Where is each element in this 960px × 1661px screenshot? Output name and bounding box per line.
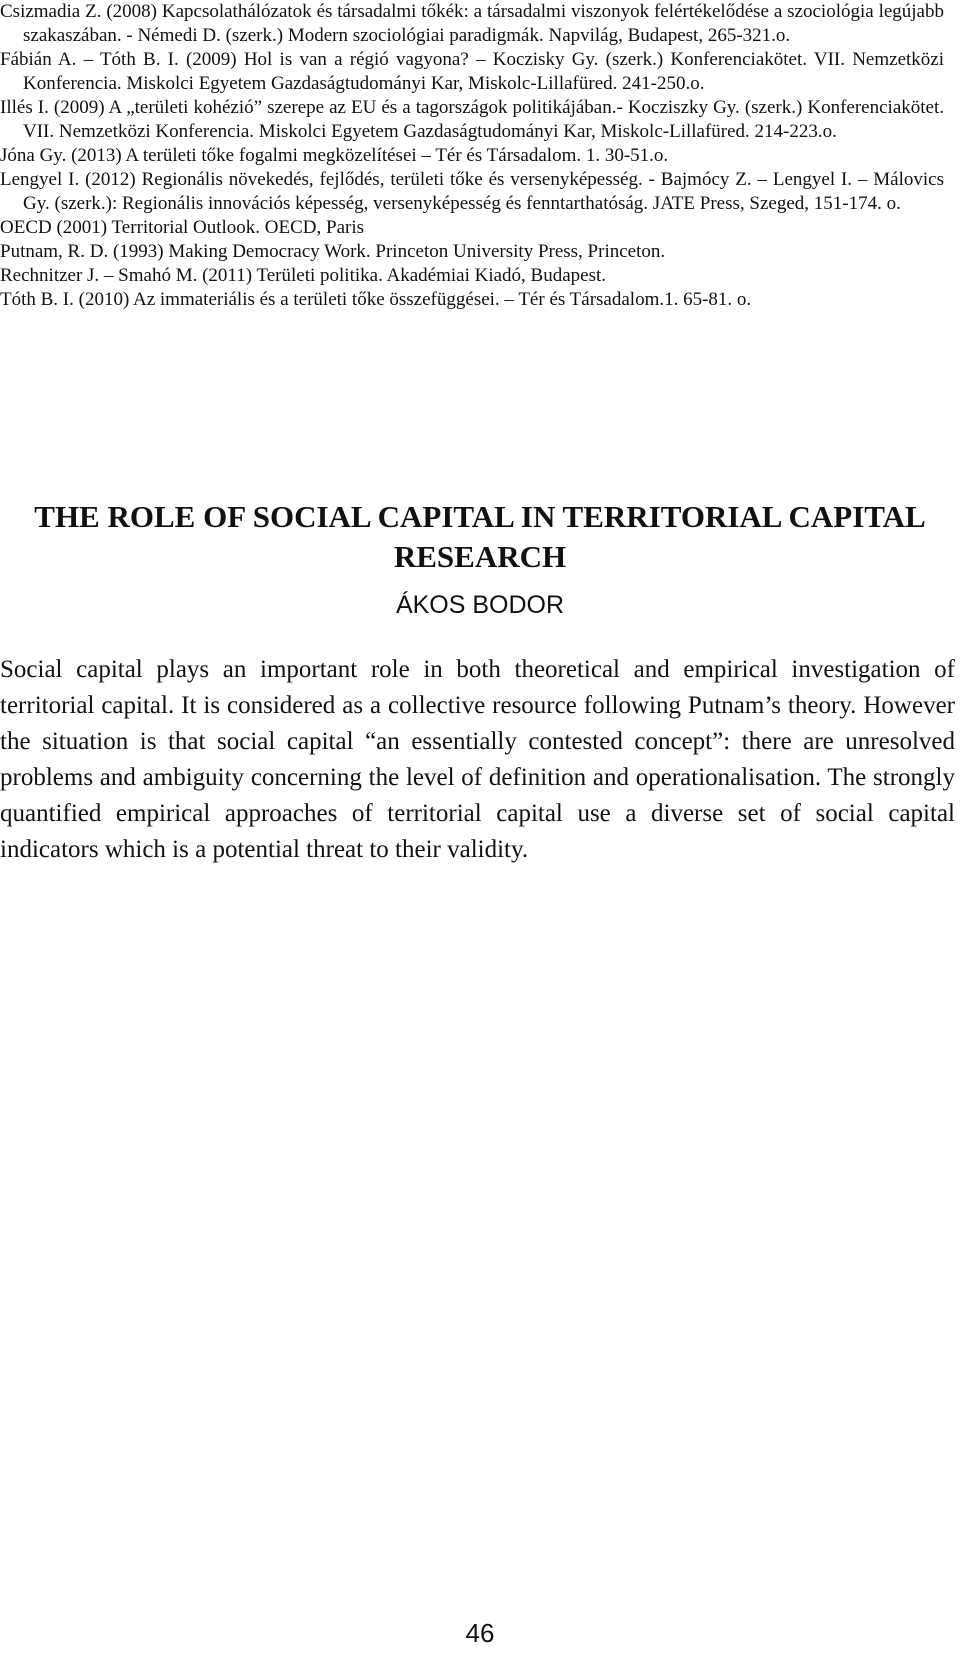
reference-item: Putnam, R. D. (1993) Making Democracy Work. Princeton University Press, Princeton. xyxy=(0,241,666,262)
article-title: THE ROLE OF SOCIAL CAPITAL IN TERRITORIAL CAPITAL RESEARCH xyxy=(34,499,926,574)
reference-item: Csizmadia Z. (2008) Kapcsolathálózatok és társadalmi tőkék: a társadalmi viszonyok felértékelődése a szociológia legújabb szakaszában. - Némedi D. (szerk.) Modern szociológiai paradigmák. Napvilág, Budapest, 265-321.o. xyxy=(0,1,944,46)
reference-list xyxy=(0,0,944,312)
reference-item: OECD (2001) Territorial Outlook. OECD, Paris xyxy=(0,217,365,238)
reference-item: Fábián A. – Tóth B. I. (2009) Hol is van a régió vagyona? – Koczisky Gy. (szerk.) Konferenciakötet. VII. Nemzetközi Konferencia. Miskolci Egyetem Gazdaságtudományi Kar, Miskolc-Lillafüred. 241-250.o. xyxy=(0,49,944,94)
page-number: 46 xyxy=(465,1618,495,1648)
reference-item: Rechnitzer J. – Smahó M. (2011) Területi politika. Akadémiai Kiadó, Budapest. xyxy=(0,265,607,286)
reference-item: Jóna Gy. (2013) A területi tőke fogalmi megközelítései – Tér és Társadalom. 1. 30-51.o. xyxy=(0,145,669,166)
article-author: ÁKOS BODOR xyxy=(395,591,565,619)
reference-item: Lengyel I. (2012) Regionális növekedés, fejlődés, területi tőke és versenyképesség. - Bajmócy Z. – Lengyel I. – Málovics Gy. (szerk.): Regionális innovációs képesség, versenyképesség és fenntarthatóság. JATE Press, Szeged, 151-174. o. xyxy=(0,169,944,214)
reference-item: Tóth B. I. (2010) Az immateriális és a területi tőke összefüggései. – Tér és Társadalom.1. 65-81. o. xyxy=(0,289,752,310)
reference-item: Illés I. (2009) A „területi kohézió” szerepe az EU és a tagországok politikájában.- Kocziszky Gy. (szerk.) Konferenciakötet. VII. Nemzetközi Konferencia. Miskolci Egyetem Gazdaságtudományi Kar, Miskolc-Lillafüred. 214-223.o. xyxy=(0,97,944,142)
article-abstract: Social capital plays an important role in both theoretical and empirical investigation of territorial capital. It is considered as a collective resource following Putnam’s theory. However the situation is that social capital “an essentially contested concept”: there are unresolved problems and ambiguity concerning the level of definition and operationalisation. The strongly quantified empirical approaches of territorial capital use a diverse set of social capital indicators which is a potential threat to their validity. xyxy=(0,656,955,863)
